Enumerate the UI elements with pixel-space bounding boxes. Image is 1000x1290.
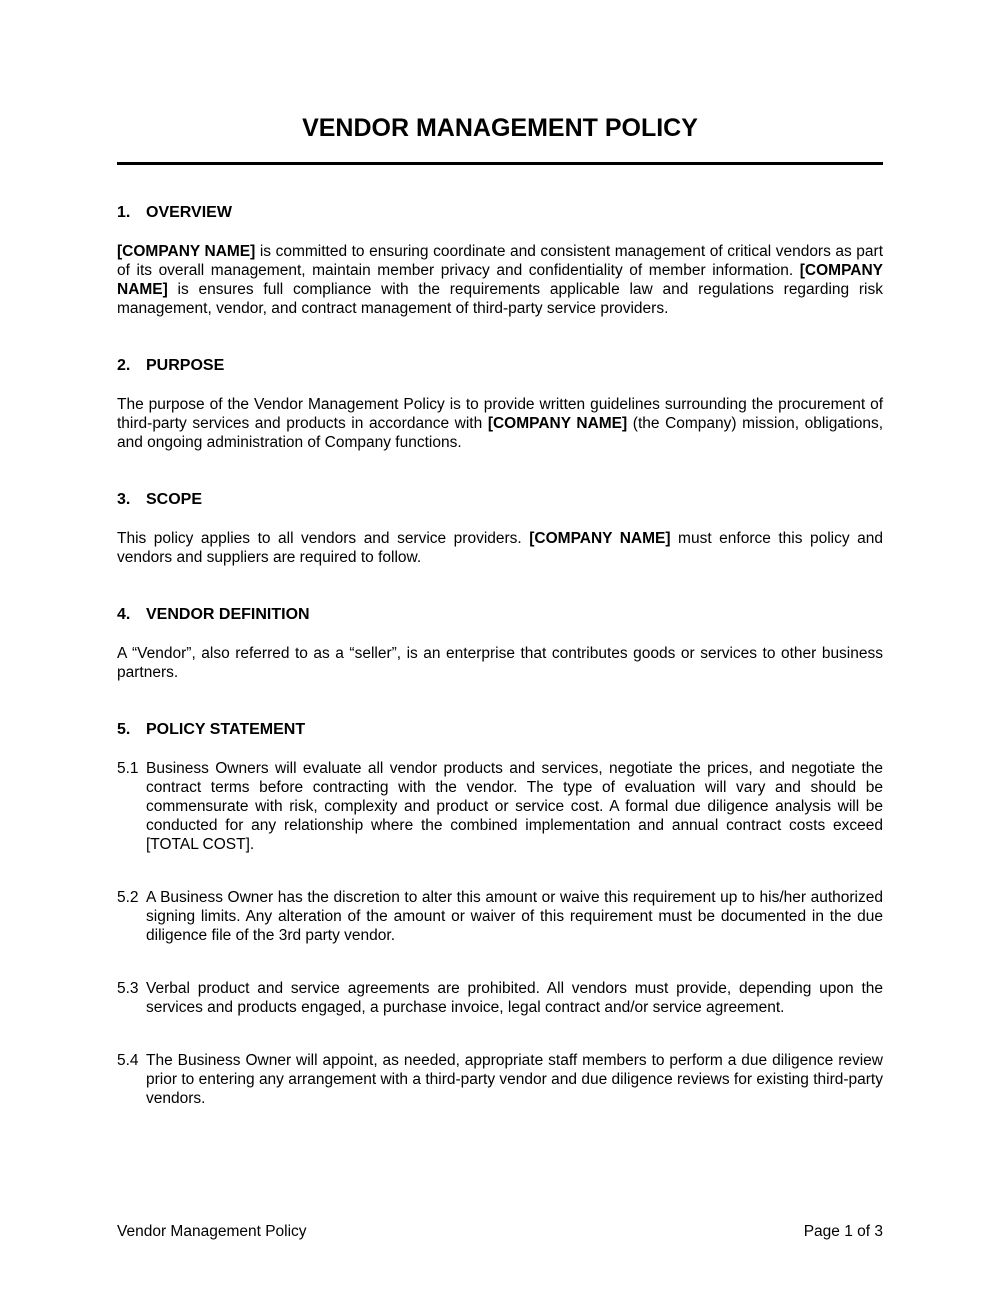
footer-page-number: Page 1 of 3 (803, 1223, 883, 1240)
policy-item-5-1 (117, 759, 883, 854)
item-number: 5.2 (117, 889, 139, 906)
title-divider (117, 162, 883, 165)
section-heading-vendor-definition (117, 607, 883, 623)
document-title: VENDOR MANAGEMENT POLICY (302, 114, 698, 142)
section-number: 5. (117, 721, 131, 738)
item-text: Business Owners will evaluate all vendor products and services, negotiate the prices, and negotiate the contract terms before contracting with the vendor. The type of evaluation will vary and should be commensurate with risk, complexity and product or service cost. A formal due diligence analysis will be conducted for any relationship where the combined implementation and annual contract costs exceed [TOTAL COST]. (146, 760, 883, 853)
item-number: 5.1 (117, 760, 139, 777)
footer-document-title: Vendor Management Policy (117, 1223, 307, 1240)
section-heading-overview (117, 205, 883, 221)
paragraph-scope: This policy applies to all vendors and service providers. [COMPANY NAME] must enforce this policy and vendors and suppliers are required to follow. (117, 530, 883, 566)
section-heading-label: PURPOSE (146, 357, 225, 374)
section-heading-purpose (117, 358, 883, 374)
policy-item-5-4 (117, 1051, 883, 1108)
section-number: 4. (117, 606, 131, 623)
item-text: A Business Owner has the discretion to alter this amount or waive this requirement up to his/her authorized signing limits. Any alteration of the amount or waiver of this requirement must be documented in the due diligence file of the 3rd party vendor. (146, 889, 883, 944)
item-number: 5.3 (117, 980, 139, 997)
policy-item-5-2 (117, 888, 883, 945)
section-heading-label: POLICY STATEMENT (146, 721, 306, 738)
section-number: 2. (117, 357, 131, 374)
section-number: 3. (117, 491, 131, 508)
section-heading-label: SCOPE (146, 491, 203, 508)
section-heading-policy-statement (117, 722, 883, 738)
item-text: The Business Owner will appoint, as needed, appropriate staff members to perform a due diligence review prior to entering any arrangement with a third-party vendor and due diligence reviews for existing third-party vendors. (146, 1052, 883, 1107)
page-footer (117, 1222, 883, 1241)
paragraph-overview: [COMPANY NAME] is committed to ensuring coordinate and consistent management of critical vendors as part of its overall management, maintain member privacy and confidentiality of member information. [COMPANY NAME] is ensures full compliance with the requirements applicable law and regulations regarding risk management, vendor, and contract management of third-party service providers. (117, 243, 884, 317)
section-heading-label: OVERVIEW (146, 204, 232, 221)
section-heading-label: VENDOR DEFINITION (146, 606, 310, 623)
paragraph-purpose: The purpose of the Vendor Management Policy is to provide written guidelines surrounding the procurement of third-party services and products in accordance with [COMPANY NAME] (the Company) mission, obligations, and ongoing administration of Company functions. (117, 396, 884, 451)
item-number: 5.4 (117, 1052, 139, 1069)
section-heading-scope (117, 492, 883, 508)
paragraph-vendor-definition: A “Vendor”, also referred to as a “seller”, is an enterprise that contributes goods or services to other business partners. (117, 645, 883, 681)
policy-item-5-3 (117, 979, 883, 1017)
section-number: 1. (117, 204, 131, 221)
item-text: Verbal product and service agreements are prohibited. All vendors must provide, depending upon the services and products engaged, a purchase invoice, legal contract and/or service agreement. (146, 980, 883, 1016)
